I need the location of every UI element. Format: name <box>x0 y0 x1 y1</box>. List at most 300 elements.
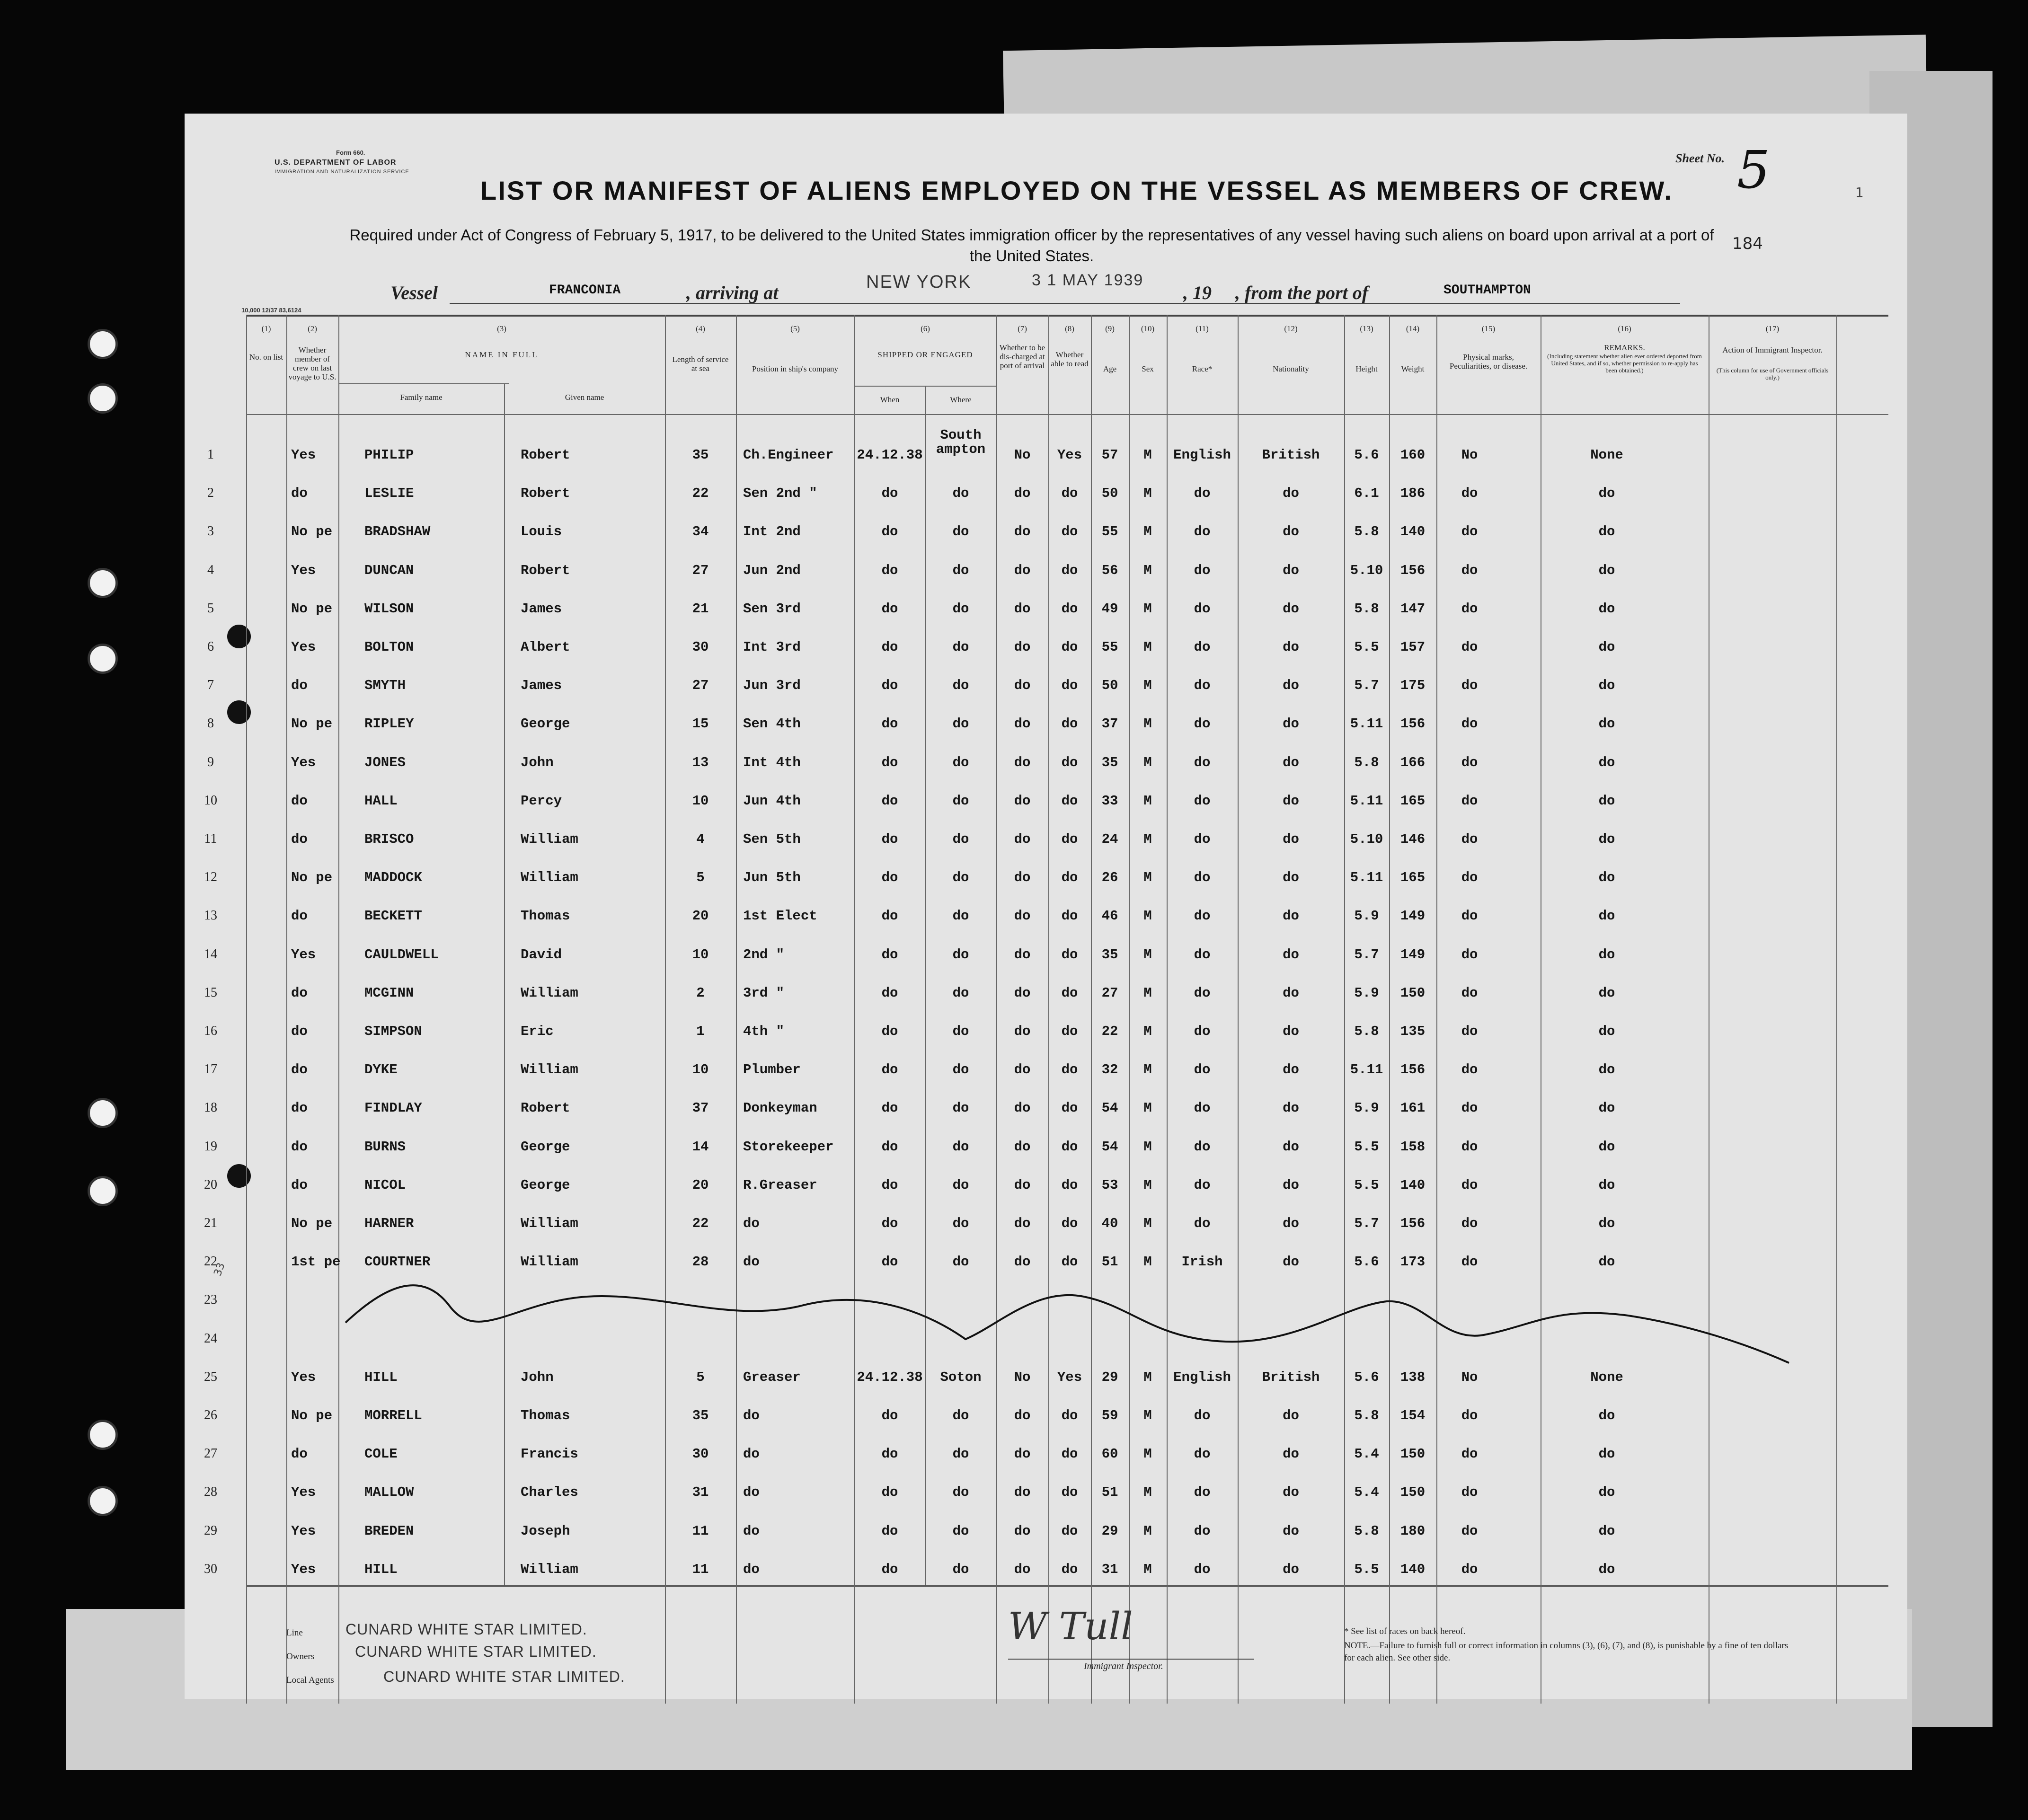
cell-shipped-when: do <box>881 1062 898 1078</box>
cell-age: 24 <box>1101 831 1118 847</box>
cell-nationality: do <box>1283 562 1299 578</box>
cell-age: 59 <box>1101 1408 1118 1423</box>
cell-position: Jun 4th <box>743 793 801 809</box>
cell-remarks: do <box>1598 1484 1615 1501</box>
cell-position: do <box>743 1484 760 1501</box>
cell-service-length: 13 <box>692 754 709 770</box>
punch-hole <box>88 1176 118 1206</box>
cell-remarks: do <box>1598 1062 1615 1078</box>
cell-remarks: do <box>1598 1561 1615 1577</box>
cell-nationality: British <box>1262 1369 1320 1385</box>
cell-family-name: NICOL <box>364 1177 406 1193</box>
cell-shipped-when: do <box>881 985 898 1001</box>
print-code: 10,000 12/37 83,6124 <box>241 307 301 314</box>
cell-physical-marks: do <box>1461 716 1478 732</box>
punch-hole <box>88 329 118 359</box>
col-head-name: NAME IN FULL <box>465 350 539 359</box>
cell-given-name: Robert <box>521 486 570 502</box>
cell-physical-marks: do <box>1461 754 1478 770</box>
cell-physical-marks: do <box>1461 1062 1478 1078</box>
cell-shipped-where: do <box>952 831 969 847</box>
cell-race: do <box>1194 793 1211 809</box>
cell-service-length: 35 <box>692 1408 709 1423</box>
cell-age: 55 <box>1101 524 1118 540</box>
cell-position: 3rd " <box>743 985 785 1001</box>
cell-given-name: William <box>521 870 578 886</box>
cell-shipped-where: do <box>952 793 969 809</box>
cell-shipped-where: Soton <box>940 1369 982 1385</box>
cell-previous-voyage: do <box>291 793 308 809</box>
arriving-port: NEW YORK <box>866 272 972 292</box>
cell-position: Sen 5th <box>743 831 801 847</box>
cell-remarks: do <box>1598 601 1615 617</box>
cell-given-name: John <box>521 754 554 770</box>
col-number: (11) <box>1196 324 1209 333</box>
cell-given-name: Charles <box>521 1484 578 1501</box>
cell-shipped-when: do <box>881 793 898 809</box>
cell-sex: M <box>1143 1024 1152 1039</box>
cell-shipped-when: do <box>881 946 898 963</box>
cell-weight: 166 <box>1400 754 1426 770</box>
cell-race: do <box>1194 1177 1211 1193</box>
cell-family-name: MADDOCK <box>364 870 422 886</box>
cell-weight: 157 <box>1400 639 1426 655</box>
cell-age: 46 <box>1101 908 1118 924</box>
cell-service-length: 14 <box>692 1139 709 1155</box>
cell-service-length: 2 <box>696 985 705 1001</box>
cell-nationality: do <box>1283 524 1299 540</box>
cell-able-to-read: Yes <box>1057 1369 1082 1385</box>
cell-previous-voyage: No pe <box>291 870 333 886</box>
cell-shipped-where: do <box>952 870 969 886</box>
row-number: 20 <box>204 1177 217 1192</box>
cell-race: English <box>1173 1369 1231 1385</box>
cell-nationality: do <box>1283 678 1299 694</box>
cell-sex: M <box>1143 985 1152 1001</box>
cell-height: 5.10 <box>1350 562 1383 578</box>
cell-age: 29 <box>1101 1369 1118 1385</box>
cell-shipped-where: do <box>952 1024 969 1039</box>
cell-service-length: 21 <box>692 601 709 617</box>
inspector-label: Immigrant Inspector. <box>1084 1661 1163 1671</box>
cell-position: R.Greaser <box>743 1177 817 1193</box>
col-number: (12) <box>1284 324 1298 333</box>
col-head-read: Whether able to read <box>1051 350 1089 368</box>
cell-physical-marks: do <box>1461 524 1478 540</box>
cell-previous-voyage: do <box>291 831 308 847</box>
cell-race: do <box>1194 1024 1211 1039</box>
cell-sex: M <box>1143 1216 1152 1231</box>
col-head-shipped: SHIPPED OR ENGAGED <box>877 350 973 359</box>
col-head-age: Age <box>1103 364 1117 373</box>
col-head-remarks: REMARKS. <box>1604 343 1645 352</box>
cell-sex: M <box>1143 1561 1152 1577</box>
cell-race: do <box>1194 1484 1211 1501</box>
col-number: (15) <box>1481 324 1496 333</box>
cell-age: 49 <box>1101 601 1118 617</box>
cell-able-to-read: do <box>1061 486 1078 502</box>
cell-previous-voyage: Yes <box>291 1369 316 1385</box>
cell-shipped-when: do <box>881 639 898 655</box>
cell-sex: M <box>1143 754 1152 770</box>
cell-able-to-read: do <box>1061 1408 1078 1423</box>
cell-able-to-read: do <box>1061 1177 1078 1193</box>
cell-weight: 180 <box>1400 1523 1426 1539</box>
cell-shipped-where: South ampton <box>936 427 986 457</box>
cell-nationality: do <box>1283 946 1299 963</box>
cell-given-name: Percy <box>521 793 562 809</box>
cell-weight: 150 <box>1400 1446 1426 1462</box>
cell-discharged: do <box>1014 1024 1031 1039</box>
cell-given-name: William <box>521 1216 578 1231</box>
cell-family-name: SMYTH <box>364 678 406 694</box>
cell-sex: M <box>1143 1484 1152 1501</box>
cell-height: 5.5 <box>1354 1561 1379 1577</box>
cell-sex: M <box>1143 908 1152 924</box>
col-head-weight: Weight <box>1401 364 1425 373</box>
cell-race: do <box>1194 1408 1211 1423</box>
cell-height: 5.8 <box>1354 1523 1379 1539</box>
cell-race: do <box>1194 985 1211 1001</box>
row-number: 15 <box>204 985 217 1000</box>
cell-physical-marks: do <box>1461 601 1478 617</box>
cell-previous-voyage: Yes <box>291 754 316 770</box>
cell-remarks: do <box>1598 831 1615 847</box>
cell-discharged: do <box>1014 1254 1031 1270</box>
cell-age: 60 <box>1101 1446 1118 1462</box>
row-number: 3 <box>207 524 214 539</box>
cell-shipped-where: do <box>952 1523 969 1539</box>
row-number: 10 <box>204 793 217 808</box>
cell-position: Greaser <box>743 1369 801 1385</box>
cell-previous-voyage: No pe <box>291 601 333 617</box>
cell-position: do <box>743 1523 760 1539</box>
cell-nationality: do <box>1283 1216 1299 1231</box>
cell-service-length: 20 <box>692 908 709 924</box>
cell-weight: 156 <box>1400 562 1426 578</box>
cell-position: Jun 3rd <box>743 678 801 694</box>
cell-nationality: do <box>1283 908 1299 924</box>
cell-height: 5.8 <box>1354 601 1379 617</box>
cell-physical-marks: do <box>1461 1139 1478 1155</box>
from-port-label: , from the port of <box>1235 282 1369 303</box>
row-number: 1 <box>207 447 214 462</box>
cell-nationality: do <box>1283 754 1299 770</box>
cell-nationality: do <box>1283 716 1299 732</box>
cell-physical-marks: do <box>1461 562 1478 578</box>
departure-port: SOUTHAMPTON <box>1444 283 1531 298</box>
sheet-annotation: 184 <box>1732 234 1763 253</box>
cell-race: do <box>1194 562 1211 578</box>
cell-age: 56 <box>1101 562 1118 578</box>
cell-shipped-when: do <box>881 524 898 540</box>
cell-able-to-read: do <box>1061 1024 1078 1039</box>
cell-shipped-when: do <box>881 1216 898 1231</box>
cell-family-name: MORRELL <box>364 1408 422 1423</box>
cell-position: do <box>743 1446 760 1462</box>
cell-weight: 140 <box>1400 1177 1426 1193</box>
cell-height: 5.8 <box>1354 754 1379 770</box>
cell-remarks: None <box>1590 1369 1623 1385</box>
cell-race: do <box>1194 1100 1211 1116</box>
row-number: 30 <box>204 1561 217 1576</box>
cell-previous-voyage: Yes <box>291 1484 316 1501</box>
cell-given-name: Albert <box>521 639 570 655</box>
cell-weight: 149 <box>1400 946 1426 963</box>
cell-family-name: MCGINN <box>364 985 414 1001</box>
cell-sex: M <box>1143 1139 1152 1155</box>
cell-able-to-read: do <box>1061 1561 1078 1577</box>
races-footnote: * See list of races on back hereof. <box>1344 1626 1466 1636</box>
cell-physical-marks: do <box>1461 1446 1478 1462</box>
cell-discharged: do <box>1014 793 1031 809</box>
cell-previous-voyage: do <box>291 1024 308 1039</box>
cell-remarks: do <box>1598 716 1615 732</box>
row-number: 24 <box>204 1331 217 1346</box>
cell-shipped-where: do <box>952 678 969 694</box>
cell-service-length: 11 <box>692 1523 709 1539</box>
cell-position: Sen 3rd <box>743 601 801 617</box>
cell-race: do <box>1194 908 1211 924</box>
cell-position: Int 2nd <box>743 524 801 540</box>
cell-family-name: BECKETT <box>364 908 422 924</box>
cell-physical-marks: do <box>1461 831 1478 847</box>
cell-weight: 156 <box>1400 1216 1426 1231</box>
cell-service-length: 37 <box>692 1100 709 1116</box>
cell-position: Sen 4th <box>743 716 801 732</box>
cell-family-name: DUNCAN <box>364 562 414 578</box>
cell-nationality: do <box>1283 601 1299 617</box>
cell-able-to-read: do <box>1061 1446 1078 1462</box>
punch-hole <box>88 1098 118 1128</box>
cell-physical-marks: do <box>1461 870 1478 886</box>
cell-physical-marks: do <box>1461 946 1478 963</box>
cell-sex: M <box>1143 601 1152 617</box>
cell-height: 5.9 <box>1354 908 1379 924</box>
cell-able-to-read: do <box>1061 601 1078 617</box>
cell-weight: 138 <box>1400 1369 1426 1385</box>
cell-position: Int 4th <box>743 754 801 770</box>
cell-service-length: 31 <box>692 1484 709 1501</box>
year-label: , 19 <box>1183 282 1212 303</box>
sheet-number: 5 <box>1737 140 1770 200</box>
col-head-where: Where <box>950 395 972 404</box>
cell-race: do <box>1194 601 1211 617</box>
col-head-inspector-note: (This column for use of Government officials only.) <box>1716 367 1829 381</box>
cell-service-length: 15 <box>692 716 709 732</box>
cell-race: English <box>1173 447 1231 463</box>
col-number: (5) <box>790 324 800 333</box>
col-head-service-length: Length of service at sea <box>672 355 729 373</box>
cell-service-length: 10 <box>692 946 709 963</box>
cell-discharged: do <box>1014 486 1031 502</box>
cell-position: Storekeeper <box>743 1139 834 1155</box>
cell-age: 55 <box>1101 639 1118 655</box>
cell-remarks: None <box>1590 447 1623 463</box>
cell-given-name: Robert <box>521 562 570 578</box>
cell-weight: 150 <box>1400 985 1426 1001</box>
cell-discharged: do <box>1014 1216 1031 1231</box>
cell-race: do <box>1194 831 1211 847</box>
cell-able-to-read: do <box>1061 562 1078 578</box>
cell-nationality: do <box>1283 1561 1299 1577</box>
cell-given-name: George <box>521 1177 570 1193</box>
cell-family-name: DYKE <box>364 1062 398 1078</box>
col-number: (2) <box>308 324 317 333</box>
cell-sex: M <box>1143 1254 1152 1270</box>
cell-able-to-read: do <box>1061 793 1078 809</box>
cell-able-to-read: do <box>1061 524 1078 540</box>
cell-discharged: do <box>1014 678 1031 694</box>
cell-position: do <box>743 1216 760 1231</box>
cell-race: do <box>1194 1561 1211 1577</box>
cell-sex: M <box>1143 639 1152 655</box>
cell-discharged: do <box>1014 831 1031 847</box>
cell-family-name: FINDLAY <box>364 1100 422 1116</box>
cell-weight: 186 <box>1400 486 1426 502</box>
cell-family-name: RIPLEY <box>364 716 414 732</box>
cell-remarks: do <box>1598 870 1615 886</box>
cell-nationality: do <box>1283 486 1299 502</box>
arriving-label: , arriving at <box>686 282 779 303</box>
cell-age: 54 <box>1101 1100 1118 1116</box>
cell-position: do <box>743 1254 760 1270</box>
cell-previous-voyage: do <box>291 1446 308 1462</box>
cell-shipped-when: 24.12.38 <box>857 1369 923 1385</box>
cell-position: do <box>743 1561 760 1577</box>
cell-discharged: do <box>1014 870 1031 886</box>
cell-given-name: John <box>521 1369 554 1385</box>
cell-height: 5.5 <box>1354 639 1379 655</box>
cell-physical-marks: do <box>1461 1484 1478 1501</box>
cell-weight: 175 <box>1400 678 1426 694</box>
cell-family-name: HARNER <box>364 1216 414 1231</box>
cell-shipped-where: do <box>952 716 969 732</box>
row-number: 18 <box>204 1100 217 1115</box>
cell-shipped-when: do <box>881 831 898 847</box>
margin-number: 1 <box>1855 185 1864 200</box>
cell-service-length: 20 <box>692 1177 709 1193</box>
owners-label: Owners <box>286 1652 315 1661</box>
cell-weight: 154 <box>1400 1408 1426 1423</box>
cell-age: 53 <box>1101 1177 1118 1193</box>
cell-height: 5.6 <box>1354 1254 1379 1270</box>
cell-shipped-when: 24.12.38 <box>857 447 923 463</box>
cell-height: 5.8 <box>1354 1408 1379 1423</box>
cell-remarks: do <box>1598 678 1615 694</box>
cell-able-to-read: Yes <box>1057 447 1082 463</box>
cell-previous-voyage: Yes <box>291 1561 316 1577</box>
cell-shipped-when: do <box>881 1024 898 1039</box>
cell-remarks: do <box>1598 985 1615 1001</box>
cell-family-name: HALL <box>364 793 398 809</box>
cell-family-name: BREDEN <box>364 1523 414 1539</box>
cell-position: Plumber <box>743 1062 801 1078</box>
cell-position: 1st Elect <box>743 908 817 924</box>
cell-physical-marks: do <box>1461 985 1478 1001</box>
cell-shipped-where: do <box>952 601 969 617</box>
cell-age: 40 <box>1101 1216 1118 1231</box>
cell-physical-marks: do <box>1461 1216 1478 1231</box>
cell-height: 5.6 <box>1354 1369 1379 1385</box>
punch-hole <box>88 383 118 414</box>
col-number: (16) <box>1618 324 1631 333</box>
cell-able-to-read: do <box>1061 639 1078 655</box>
cell-service-length: 10 <box>692 793 709 809</box>
cell-discharged: do <box>1014 1446 1031 1462</box>
cell-nationality: do <box>1283 1177 1299 1193</box>
cell-given-name: Francis <box>521 1446 578 1462</box>
agents-value: CUNARD WHITE STAR LIMITED. <box>383 1668 625 1685</box>
punch-hole <box>88 1420 118 1450</box>
agents-label: Local Agents <box>286 1675 334 1685</box>
cell-race: do <box>1194 754 1211 770</box>
cell-previous-voyage: Yes <box>291 1523 316 1539</box>
cell-sex: M <box>1143 447 1152 463</box>
cell-nationality: do <box>1283 1062 1299 1078</box>
cell-shipped-when: do <box>881 601 898 617</box>
cell-nationality: do <box>1283 870 1299 886</box>
cell-sex: M <box>1143 1100 1152 1116</box>
cell-weight: 135 <box>1400 1024 1426 1039</box>
cell-race: do <box>1194 1523 1211 1539</box>
cell-family-name: COLE <box>364 1446 398 1462</box>
cell-weight: 173 <box>1400 1254 1426 1270</box>
cell-sex: M <box>1143 678 1152 694</box>
cell-race: do <box>1194 1216 1211 1231</box>
cell-service-length: 34 <box>692 524 709 540</box>
cell-height: 5.5 <box>1354 1177 1379 1193</box>
cell-shipped-where: do <box>952 908 969 924</box>
cell-previous-voyage: do <box>291 1062 308 1078</box>
vessel-label: Vessel <box>390 282 438 303</box>
col-number: (14) <box>1406 324 1420 333</box>
cell-shipped-where: do <box>952 985 969 1001</box>
cell-shipped-where: do <box>952 1100 969 1116</box>
form-number: Form 660. <box>336 149 365 156</box>
cell-remarks: do <box>1598 1216 1615 1231</box>
manifest-title: LIST OR MANIFEST OF ALIENS EMPLOYED ON THE VESSEL AS MEMBERS OF CREW. <box>480 176 1673 205</box>
cell-physical-marks: do <box>1461 1254 1478 1270</box>
cell-remarks: do <box>1598 639 1615 655</box>
cell-remarks: do <box>1598 1139 1615 1155</box>
cell-weight: 156 <box>1400 1062 1426 1078</box>
cell-shipped-where: do <box>952 1561 969 1577</box>
cell-previous-voyage: No pe <box>291 524 333 540</box>
cell-able-to-read: do <box>1061 985 1078 1001</box>
cell-shipped-when: do <box>881 1561 898 1577</box>
owners-value: CUNARD WHITE STAR LIMITED. <box>355 1643 597 1660</box>
cell-shipped-where: do <box>952 1484 969 1501</box>
cell-sex: M <box>1143 831 1152 847</box>
col-number: (10) <box>1141 324 1155 333</box>
col-head-inspector-action: Action of Immigrant Inspector. <box>1722 345 1823 354</box>
cell-height: 5.9 <box>1354 1100 1379 1116</box>
cell-given-name: Thomas <box>521 1408 570 1423</box>
arrival-date-stamp: 3 1 MAY 1939 <box>1032 271 1144 289</box>
cell-family-name: LESLIE <box>364 486 414 502</box>
cell-height: 6.1 <box>1354 486 1379 502</box>
cell-remarks: do <box>1598 1024 1615 1039</box>
punch-hole <box>88 1486 118 1516</box>
cell-discharged: No <box>1014 1369 1031 1385</box>
col-head-nationality: Nationality <box>1273 364 1309 373</box>
cell-shipped-where: do <box>952 524 969 540</box>
cell-weight: 158 <box>1400 1139 1426 1155</box>
cell-nationality: do <box>1283 985 1299 1001</box>
cell-shipped-where: do <box>952 1177 969 1193</box>
cell-discharged: do <box>1014 601 1031 617</box>
